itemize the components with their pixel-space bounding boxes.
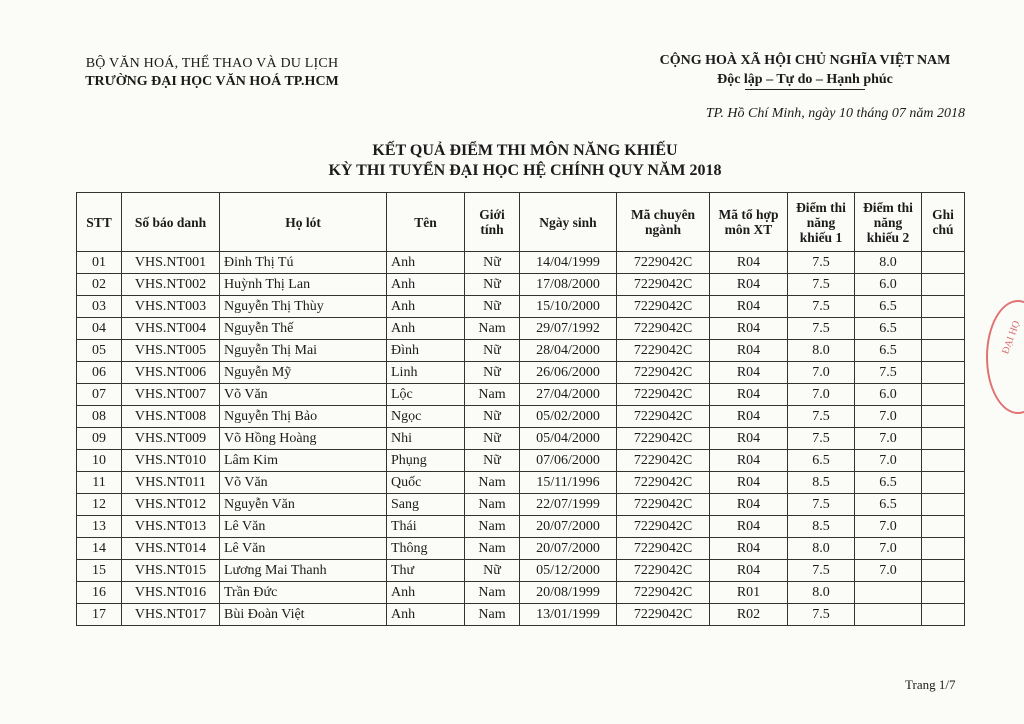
table-cell: R04 (710, 384, 788, 406)
table-cell: VHS.NT013 (122, 516, 220, 538)
table-cell: VHS.NT005 (122, 340, 220, 362)
table-cell: Anh (387, 582, 465, 604)
column-header: Ghi chú (922, 193, 965, 252)
table-cell: Thông (387, 538, 465, 560)
table-cell: R04 (710, 406, 788, 428)
table-cell: 20/07/2000 (520, 516, 617, 538)
column-header: Điểm thi năng khiếu 1 (788, 193, 855, 252)
table-cell: 7.0 (855, 406, 922, 428)
table-cell: 6.0 (855, 384, 922, 406)
table-cell: 7.0 (855, 428, 922, 450)
issuer-header (62, 56, 362, 90)
table-cell: VHS.NT001 (122, 252, 220, 274)
table-cell: 05/04/2000 (520, 428, 617, 450)
table-cell: 6.0 (855, 274, 922, 296)
table-cell: VHS.NT009 (122, 428, 220, 450)
table-cell: 7229042C (617, 362, 710, 384)
table-cell: 7229042C (617, 450, 710, 472)
table-cell: Nguyễn Thị Thùy (220, 296, 387, 318)
table-cell: 03 (77, 296, 122, 318)
table-cell: Lê Văn (220, 538, 387, 560)
table-cell: VHS.NT008 (122, 406, 220, 428)
table-cell: VHS.NT015 (122, 560, 220, 582)
table-cell: Bùi Đoàn Việt (220, 604, 387, 626)
table-cell: 8.0 (788, 582, 855, 604)
table-cell: 16 (77, 582, 122, 604)
table-cell: R02 (710, 604, 788, 626)
table-cell: 6.5 (855, 296, 922, 318)
table-cell: 15 (77, 560, 122, 582)
table-cell (855, 582, 922, 604)
national-motto: Độc lập – Tự do – Hạnh phúc (717, 72, 893, 87)
ministry-name: BỘ VĂN HOÁ, THỂ THAO VÀ DU LỊCH (85, 56, 339, 71)
table-cell: 05/02/2000 (520, 406, 617, 428)
table-cell: Nữ (465, 560, 520, 582)
table-cell: 22/07/1999 (520, 494, 617, 516)
table-cell: 8.0 (788, 538, 855, 560)
table-cell: Nữ (465, 340, 520, 362)
table-cell: 7.5 (788, 560, 855, 582)
table-cell: 13/01/1999 (520, 604, 617, 626)
table-cell: 14 (77, 538, 122, 560)
table-cell: 05/12/2000 (520, 560, 617, 582)
table-cell: Thái (387, 516, 465, 538)
table-cell: Đinh Thị Tú (220, 252, 387, 274)
column-header: Họ lót (220, 193, 387, 252)
table-cell: Quốc (387, 472, 465, 494)
table-cell (922, 538, 965, 560)
table-cell: 17/08/2000 (520, 274, 617, 296)
table-cell: 7.5 (788, 604, 855, 626)
table-cell: Nữ (465, 252, 520, 274)
table-cell (922, 274, 965, 296)
table-cell: 06 (77, 362, 122, 384)
table-cell: 6.5 (855, 340, 922, 362)
table-cell: 6.5 (855, 472, 922, 494)
table-cell: 7229042C (617, 538, 710, 560)
table-cell: 29/07/1992 (520, 318, 617, 340)
table-cell (922, 494, 965, 516)
table-cell: 7229042C (617, 494, 710, 516)
table-cell: Linh (387, 362, 465, 384)
table-cell: 7.5 (788, 296, 855, 318)
table-cell: Nữ (465, 362, 520, 384)
table-cell: Lâm Kim (220, 450, 387, 472)
table-cell: Võ Hồng Hoàng (220, 428, 387, 450)
table-cell: 7.0 (788, 362, 855, 384)
table-row (77, 582, 965, 604)
table-cell: Nam (465, 604, 520, 626)
table-cell: 11 (77, 472, 122, 494)
table-cell: 7229042C (617, 296, 710, 318)
table-cell: Nữ (465, 296, 520, 318)
table-cell: Nữ (465, 274, 520, 296)
table-cell: 6.5 (788, 450, 855, 472)
table-cell (922, 406, 965, 428)
table-row (77, 296, 965, 318)
table-cell: Lê Văn (220, 516, 387, 538)
table-row (77, 560, 965, 582)
table-row (77, 516, 965, 538)
table-row (77, 406, 965, 428)
column-header: Mã chuyên ngành (617, 193, 710, 252)
table-cell (922, 296, 965, 318)
table-cell: Nguyễn Mỹ (220, 362, 387, 384)
table-row (77, 538, 965, 560)
table-cell: VHS.NT017 (122, 604, 220, 626)
table-row (77, 494, 965, 516)
table-row (77, 472, 965, 494)
table-cell: 17 (77, 604, 122, 626)
table-cell: Lộc (387, 384, 465, 406)
table-row (77, 318, 965, 340)
title-line-1: KẾT QUẢ ĐIỂM THI MÔN NĂNG KHIẾU (372, 142, 678, 159)
table-row (77, 252, 965, 274)
table-cell: 7229042C (617, 560, 710, 582)
place-date: TP. Hồ Chí Minh, ngày 10 tháng 07 năm 2018 (705, 106, 965, 121)
table-cell (922, 252, 965, 274)
column-header: Số báo danh (122, 193, 220, 252)
page-number: Trang 1/7 (905, 677, 956, 692)
national-header (640, 53, 970, 90)
column-header: STT (77, 193, 122, 252)
table-cell: R04 (710, 560, 788, 582)
results-table (76, 192, 965, 626)
table-cell: Nguyễn Thị Mai (220, 340, 387, 362)
column-header: Ngày sinh (520, 193, 617, 252)
table-cell (922, 362, 965, 384)
document-title (255, 141, 795, 181)
column-header: Điểm thi năng khiếu 2 (855, 193, 922, 252)
table-cell: 8.0 (788, 340, 855, 362)
table-cell: 8.5 (788, 472, 855, 494)
table-cell: Ngọc (387, 406, 465, 428)
table-cell: Huỳnh Thị Lan (220, 274, 387, 296)
table-row (77, 604, 965, 626)
table-cell: R04 (710, 274, 788, 296)
table-cell: 13 (77, 516, 122, 538)
column-header: Tên (387, 193, 465, 252)
table-cell: Nam (465, 538, 520, 560)
table-cell: Anh (387, 318, 465, 340)
table-cell: Thư (387, 560, 465, 582)
table-cell: 28/04/2000 (520, 340, 617, 362)
table-cell: R04 (710, 340, 788, 362)
table-cell: Lương Mai Thanh (220, 560, 387, 582)
table-cell: 7229042C (617, 582, 710, 604)
table-cell: Sang (387, 494, 465, 516)
table-cell: 7.5 (788, 274, 855, 296)
table-cell: R04 (710, 472, 788, 494)
table-row (77, 362, 965, 384)
table-cell: Nữ (465, 406, 520, 428)
table-cell: R04 (710, 428, 788, 450)
table-cell: VHS.NT007 (122, 384, 220, 406)
table-cell: 09 (77, 428, 122, 450)
table-cell: 7.5 (788, 318, 855, 340)
table-cell: R01 (710, 582, 788, 604)
table-cell: 7229042C (617, 318, 710, 340)
table-cell: VHS.NT004 (122, 318, 220, 340)
table-cell: 02 (77, 274, 122, 296)
table-cell: 6.5 (855, 494, 922, 516)
title-line-2: KỲ THI TUYỂN ĐẠI HỌC HỆ CHÍNH QUY NĂM 2018 (328, 162, 722, 179)
table-cell (922, 318, 965, 340)
table-cell: 6.5 (855, 318, 922, 340)
table-cell: Đình (387, 340, 465, 362)
table-cell: R04 (710, 252, 788, 274)
table-cell: 27/04/2000 (520, 384, 617, 406)
table-cell: R04 (710, 318, 788, 340)
table-cell: R04 (710, 296, 788, 318)
school-name: TRƯỜNG ĐẠI HỌC VĂN HOÁ TP.HCM (85, 74, 339, 89)
table-cell: Trần Đức (220, 582, 387, 604)
table-cell: 7229042C (617, 252, 710, 274)
table-cell: Võ Văn (220, 384, 387, 406)
motto-underline (745, 89, 865, 90)
table-cell: Nữ (465, 428, 520, 450)
table-cell: 7229042C (617, 340, 710, 362)
column-header: Mã tổ hợp môn XT (710, 193, 788, 252)
table-cell: 7.5 (788, 494, 855, 516)
table-cell: Nam (465, 494, 520, 516)
table-cell: Nữ (465, 450, 520, 472)
stamp-mark (986, 300, 1024, 414)
table-cell: Võ Văn (220, 472, 387, 494)
table-cell: 26/06/2000 (520, 362, 617, 384)
table-cell: Anh (387, 252, 465, 274)
table-cell: 08 (77, 406, 122, 428)
table-row (77, 274, 965, 296)
table-cell: 10 (77, 450, 122, 472)
table-cell: 7.5 (788, 428, 855, 450)
table-cell: R04 (710, 516, 788, 538)
table-cell: Nam (465, 516, 520, 538)
table-cell: 8.0 (855, 252, 922, 274)
table-cell: VHS.NT014 (122, 538, 220, 560)
table-cell: 07 (77, 384, 122, 406)
table-cell: 7.0 (855, 450, 922, 472)
table-cell: 7229042C (617, 274, 710, 296)
table-row (77, 450, 965, 472)
table-cell (922, 516, 965, 538)
table-cell: Anh (387, 274, 465, 296)
table-cell: VHS.NT002 (122, 274, 220, 296)
table-cell: 20/07/2000 (520, 538, 617, 560)
table-cell: 07/06/2000 (520, 450, 617, 472)
table-cell: 7229042C (617, 472, 710, 494)
table-cell (922, 560, 965, 582)
table-cell (922, 450, 965, 472)
table-cell: 7229042C (617, 384, 710, 406)
table-cell (922, 428, 965, 450)
table-cell: VHS.NT010 (122, 450, 220, 472)
table-row (77, 340, 965, 362)
table-cell (922, 340, 965, 362)
table-cell: 7.0 (855, 560, 922, 582)
table-cell: 15/11/1996 (520, 472, 617, 494)
table-row (77, 428, 965, 450)
table-cell: 7.0 (855, 538, 922, 560)
table-cell: Nguyễn Văn (220, 494, 387, 516)
table-cell: Nam (465, 384, 520, 406)
table-cell: Nam (465, 318, 520, 340)
table-body (77, 252, 965, 626)
table-cell: 7.0 (855, 516, 922, 538)
table-cell: Nguyễn Thị Bảo (220, 406, 387, 428)
table-cell: 7.5 (855, 362, 922, 384)
table-cell (922, 384, 965, 406)
table-row (77, 384, 965, 406)
table-cell: 05 (77, 340, 122, 362)
table-cell: Anh (387, 604, 465, 626)
table-cell: VHS.NT006 (122, 362, 220, 384)
table-cell: 7229042C (617, 428, 710, 450)
stamp-text: ĐẠI HỌ (1000, 319, 1023, 356)
table-cell: 7229042C (617, 406, 710, 428)
table-cell: VHS.NT016 (122, 582, 220, 604)
table-cell: Nguyễn Thế (220, 318, 387, 340)
table-cell: 7229042C (617, 516, 710, 538)
table-cell: Phụng (387, 450, 465, 472)
table-cell: R04 (710, 362, 788, 384)
table-cell: 15/10/2000 (520, 296, 617, 318)
table-cell: Nam (465, 582, 520, 604)
table-cell: R04 (710, 450, 788, 472)
table-cell: 20/08/1999 (520, 582, 617, 604)
table-cell: 7.0 (788, 384, 855, 406)
table-cell: 14/04/1999 (520, 252, 617, 274)
table-cell: R04 (710, 538, 788, 560)
table-cell (922, 582, 965, 604)
table-cell (855, 604, 922, 626)
table-cell: VHS.NT003 (122, 296, 220, 318)
column-header: Giới tính (465, 193, 520, 252)
table-cell: 8.5 (788, 516, 855, 538)
table-cell: 7.5 (788, 406, 855, 428)
table-cell: 7.5 (788, 252, 855, 274)
table-cell: Nam (465, 472, 520, 494)
table-cell (922, 472, 965, 494)
table-header-row (77, 193, 965, 252)
country-name: CỘNG HOÀ XÃ HỘI CHỦ NGHĨA VIỆT NAM (659, 53, 951, 68)
table-cell: Anh (387, 296, 465, 318)
table-cell: R04 (710, 494, 788, 516)
table-cell (922, 604, 965, 626)
table-cell: 01 (77, 252, 122, 274)
table-cell: VHS.NT011 (122, 472, 220, 494)
table-cell: 04 (77, 318, 122, 340)
table-cell: 7229042C (617, 604, 710, 626)
table-cell: 12 (77, 494, 122, 516)
table-cell: Nhi (387, 428, 465, 450)
table-cell: VHS.NT012 (122, 494, 220, 516)
